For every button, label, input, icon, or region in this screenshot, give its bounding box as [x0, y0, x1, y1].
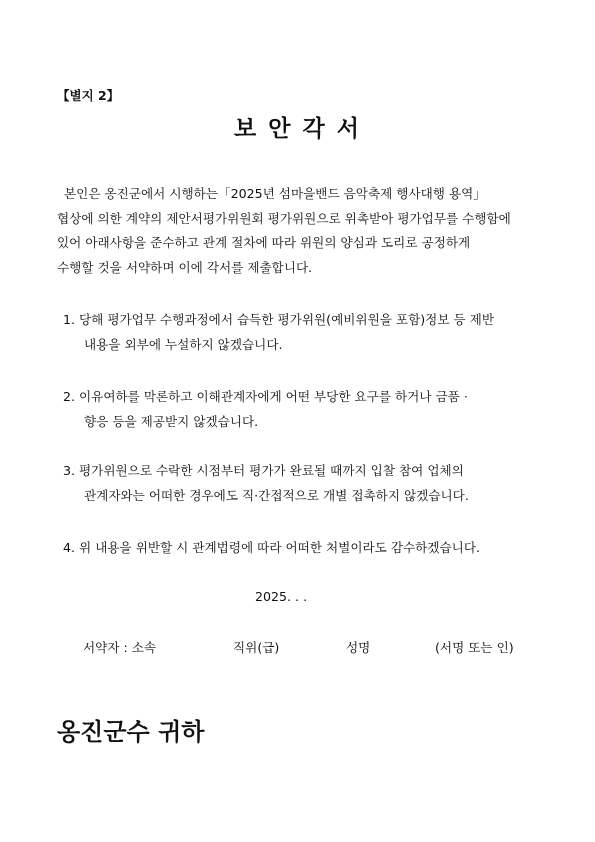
date-line: 2025. . .	[255, 589, 308, 604]
signer-affiliation-label: 서약자 : 소속	[83, 640, 157, 655]
signer-position-label: 직위(급)	[233, 640, 280, 655]
pledge-item-text: 1. 당해 평가업무 수행과정에서 습득한 평가위원(예비위원을 포함)정보 등 제반	[63, 312, 495, 327]
attachment-label: 【별지 2】	[57, 88, 120, 103]
pledge-item-2	[63, 384, 563, 434]
intro-line: 협상에 의한 계약의 제안서평가위원회 평가위원으로 위촉받아 평가업무를 수행함에	[57, 210, 511, 226]
intro-line: 본인은 옹진군에서 시행하는「2025년 섬마을밴드 음악축제 행사대행 용역」	[64, 186, 486, 201]
pledge-item-3	[63, 458, 563, 508]
pledge-item-text: 3. 평가위원으로 수락한 시점부터 평가가 완료될 때까지 입찰 참여 업체의	[63, 463, 464, 478]
document-title: 보 안 각 서	[234, 116, 361, 142]
pledge-item-4	[63, 535, 563, 560]
pledge-item-1	[63, 307, 563, 357]
addressee-closing: 옹진군수 귀하	[57, 718, 205, 746]
pledge-item-text: 2. 이유여하를 막론하고 이해관계자에게 어떤 부당한 요구를 하거나 금품 ·	[63, 389, 468, 404]
signature-seal-label: (서명 또는 인)	[435, 640, 514, 655]
pledge-item-continuation: 관계자와는 어떠한 경우에도 직·간접적으로 개별 접촉하지 않겠습니다.	[84, 488, 469, 503]
pledge-item-text: 4. 위 내용을 위반할 시 관계법령에 따라 어떠한 처벌이라도 감수하겠습니다.	[63, 540, 481, 555]
pledge-item-continuation: 내용을 외부에 누설하지 않겠습니다.	[84, 337, 283, 352]
pledge-item-continuation: 향응 등을 제공받지 않겠습니다.	[84, 414, 259, 429]
intro-line: 수행할 것을 서약하며 이에 각서를 제출합니다.	[57, 259, 313, 275]
intro-paragraph	[57, 182, 560, 280]
signer-name-label: 성명	[346, 640, 371, 655]
intro-line: 있어 아래사항을 준수하고 관계 절차에 따라 위원의 양심과 도리로 공정하게	[57, 235, 471, 250]
